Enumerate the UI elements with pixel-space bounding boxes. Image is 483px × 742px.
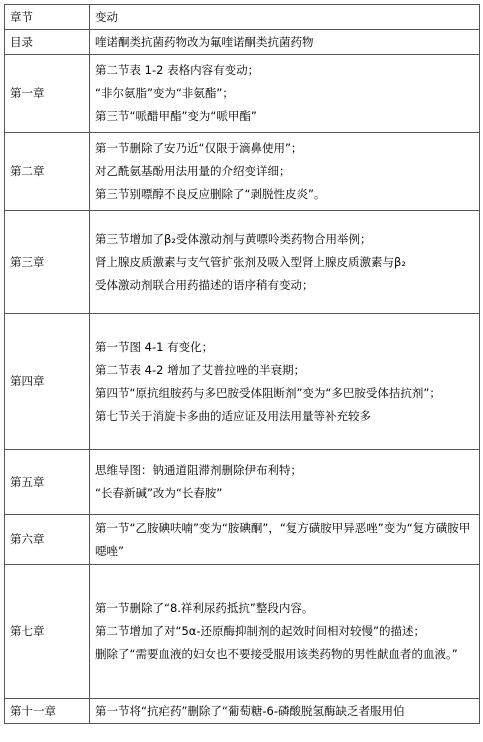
change-line: “非尔氨脂”变为“非氨酯”； <box>95 86 234 100</box>
change-line: 第一节“乙胺碘呋喃”变为“胺碘酮”，“复方磺胺甲异恶唑”变为“复方磺胺甲噁唑” <box>95 520 471 558</box>
table-row <box>5 699 480 724</box>
change-line: 第三节增加了β₂受体激动剂与黄嘌呤类药物合用举例； <box>95 231 372 246</box>
change-line: 第二节表 4-2 增加了艾普拉唑的半衰期； <box>95 362 306 377</box>
row-chapter: 第六章 <box>5 515 90 565</box>
row-chapter: 第五章 <box>5 450 90 515</box>
table-header-row <box>5 5 480 30</box>
change-line: 第一节将“抗疟药”删除了“葡萄糖-6-磷酸脱氢酶缺乏者服用伯 <box>95 703 405 718</box>
change-line: 受体激动剂联合用药描述的语序稍有变动； <box>95 277 314 292</box>
change-line: 第二节增加了对“5α-还原酶抑制剂的起效时间相对较慢”的描述； <box>95 624 425 638</box>
change-line: 第三节“哌醋甲酯”变为“哌甲酯” <box>95 109 257 123</box>
row-changes <box>90 30 480 55</box>
change-line: 喹诺酮类抗菌药物改为氟喹诺酮类抗菌药物 <box>95 34 314 49</box>
change-line: 对乙酰氨基酚用法用量的介绍变详细； <box>95 164 291 178</box>
change-line: 第三节别嘌醇不良反应删除了“剥脱性皮炎”。 <box>95 187 326 201</box>
change-line: 第一节图 4-1 有变化； <box>95 339 214 354</box>
change-line: 第二节表 1-2 表格内容有变动； <box>95 63 260 77</box>
row-changes <box>90 55 480 133</box>
row-chapter: 目录 <box>5 30 90 55</box>
row-chapter: 第四章 <box>5 314 90 450</box>
row-chapter: 第十一章 <box>5 699 90 724</box>
row-changes <box>90 699 480 724</box>
row-chapter: 第二章 <box>5 133 90 211</box>
change-line: 第四节“原抗组胺药与多巴胺受体阻断剂”变为“多巴胺受体拮抗剂”； <box>95 385 441 400</box>
row-chapter: 第三章 <box>5 211 90 314</box>
header-chapter: 章节 <box>5 5 90 30</box>
header-changes: 变动 <box>90 5 480 30</box>
table-row <box>5 211 480 314</box>
row-changes <box>90 450 480 515</box>
change-line: 第一节删除了“8.祥利尿药抵抗”整段内容。 <box>95 601 314 615</box>
row-changes <box>90 515 480 565</box>
table-row <box>5 450 480 515</box>
row-changes <box>90 211 480 314</box>
change-line: 思维导图：钠通道阻滞剂删除伊布利特； <box>95 463 302 477</box>
table-row <box>5 314 480 450</box>
changes-table <box>4 4 480 724</box>
row-chapter: 第七章 <box>5 565 90 699</box>
row-chapter: 第一章 <box>5 55 90 133</box>
table-row <box>5 133 480 211</box>
table-row <box>5 515 480 565</box>
table-row <box>5 30 480 55</box>
table-row <box>5 55 480 133</box>
row-changes <box>90 133 480 211</box>
change-line: 第七节关于消旋卡多曲的适应证及用法用量等补充较多 <box>95 408 371 423</box>
change-line: 删除了“需要血液的妇女也不要接受服用该类药物的男性献血者的血液。” <box>95 647 458 661</box>
row-changes <box>90 565 480 699</box>
table-row <box>5 565 480 699</box>
change-line: “长春新碱”改为“长春胺” <box>95 486 223 500</box>
row-changes <box>90 314 480 450</box>
change-line: 肾上腺皮质激素与支气管扩张剂及吸入型肾上腺皮质激素与β₂ <box>95 254 406 269</box>
change-line: 第一节删除了安乃近“仅限于滴鼻使用”； <box>95 141 303 155</box>
